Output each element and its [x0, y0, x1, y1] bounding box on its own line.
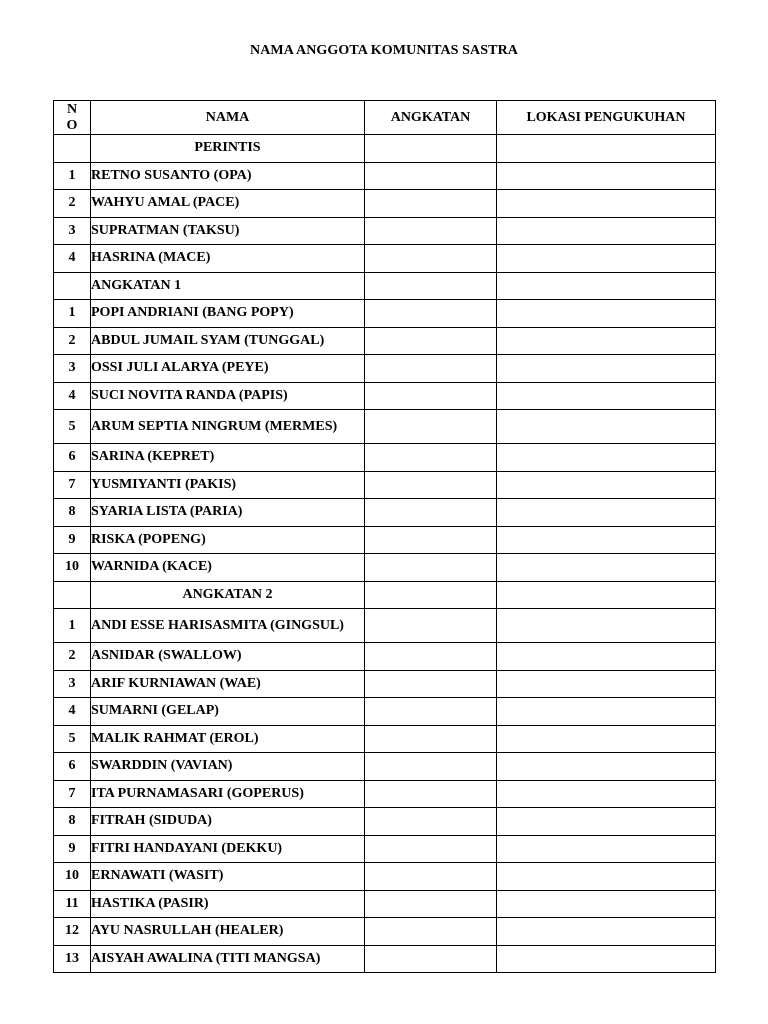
- angkatan-cell: [365, 609, 497, 643]
- table-row: [54, 725, 716, 753]
- angkatan-cell: [365, 327, 497, 355]
- angkatan-cell: [365, 499, 497, 527]
- lokasi-pengukuhan-cell: [497, 499, 716, 527]
- table-row: [54, 918, 716, 946]
- member-no: 7: [54, 471, 91, 499]
- table-row: [54, 355, 716, 383]
- member-name: FITRAH (SIDUDA): [91, 808, 365, 836]
- member-name: AYU NASRULLAH (HEALER): [91, 918, 365, 946]
- angkatan-cell: [365, 471, 497, 499]
- lokasi-pengukuhan-cell: [497, 780, 716, 808]
- table-row: [54, 327, 716, 355]
- angkatan-cell: [365, 526, 497, 554]
- angkatan-cell: [365, 162, 497, 190]
- section-row: [54, 581, 716, 609]
- angkatan-cell: [365, 780, 497, 808]
- lokasi-pengukuhan-cell: [497, 918, 716, 946]
- section-label: ANGKATAN 2: [91, 581, 365, 609]
- angkatan-cell: [365, 945, 497, 973]
- member-no: 10: [54, 863, 91, 891]
- member-no: 8: [54, 499, 91, 527]
- section-no-cell: [54, 581, 91, 609]
- table-row: [54, 499, 716, 527]
- member-name: SWARDDIN (VAVIAN): [91, 753, 365, 781]
- member-name: MALIK RAHMAT (EROL): [91, 725, 365, 753]
- table-row: [54, 945, 716, 973]
- table-row: [54, 863, 716, 891]
- member-name: POPI ANDRIANI (BANG POPY): [91, 300, 365, 328]
- lokasi-pengukuhan-cell: [497, 698, 716, 726]
- angkatan-cell: [365, 355, 497, 383]
- section-no-cell: [54, 272, 91, 300]
- lokasi-pengukuhan-cell: [497, 300, 716, 328]
- lokasi-pengukuhan-cell: [497, 945, 716, 973]
- lokasi-pengukuhan-cell: [497, 890, 716, 918]
- member-name: RISKA (POPENG): [91, 526, 365, 554]
- member-name: SUCI NOVITA RANDA (PAPIS): [91, 382, 365, 410]
- member-name: YUSMIYANTI (PAKIS): [91, 471, 365, 499]
- member-name: SYARIA LISTA (PARIA): [91, 499, 365, 527]
- angkatan-cell: [365, 135, 497, 163]
- table-row: [54, 245, 716, 273]
- angkatan-cell: [365, 835, 497, 863]
- member-no: 1: [54, 609, 91, 643]
- member-no: 3: [54, 355, 91, 383]
- member-no: 1: [54, 162, 91, 190]
- table-row: [54, 162, 716, 190]
- member-name: ERNAWATI (WASIT): [91, 863, 365, 891]
- member-name: ABDUL JUMAIL SYAM (TUNGGAL): [91, 327, 365, 355]
- member-no: 4: [54, 698, 91, 726]
- table-row: [54, 217, 716, 245]
- lokasi-pengukuhan-cell: [497, 355, 716, 383]
- member-name: ANDI ESSE HARISASMITA (GINGSUL): [91, 609, 365, 643]
- table-row: [54, 835, 716, 863]
- header-angkatan: ANGKATAN: [365, 101, 497, 135]
- member-no: 9: [54, 835, 91, 863]
- member-no: 2: [54, 643, 91, 671]
- member-name: SARINA (KEPRET): [91, 444, 365, 472]
- lokasi-pengukuhan-cell: [497, 643, 716, 671]
- lokasi-pengukuhan-cell: [497, 526, 716, 554]
- lokasi-pengukuhan-cell: [497, 272, 716, 300]
- angkatan-cell: [365, 554, 497, 582]
- angkatan-cell: [365, 670, 497, 698]
- lokasi-pengukuhan-cell: [497, 609, 716, 643]
- table-row: [54, 300, 716, 328]
- member-no: 3: [54, 670, 91, 698]
- lokasi-pengukuhan-cell: [497, 327, 716, 355]
- header-nama: NAMA: [91, 101, 365, 135]
- table-row: [54, 643, 716, 671]
- section-no-cell: [54, 135, 91, 163]
- header-no-line2: O: [66, 117, 78, 133]
- member-name: HASTIKA (PASIR): [91, 890, 365, 918]
- member-name: HASRINA (MACE): [91, 245, 365, 273]
- lokasi-pengukuhan-cell: [497, 835, 716, 863]
- member-name: RETNO SUSANTO (OPA): [91, 162, 365, 190]
- lokasi-pengukuhan-cell: [497, 382, 716, 410]
- section-label: PERINTIS: [91, 135, 365, 163]
- lokasi-pengukuhan-cell: [497, 162, 716, 190]
- lokasi-pengukuhan-cell: [497, 581, 716, 609]
- table-row: [54, 753, 716, 781]
- header-no-line1: N: [66, 101, 78, 117]
- lokasi-pengukuhan-cell: [497, 190, 716, 218]
- section-row: [54, 272, 716, 300]
- angkatan-cell: [365, 808, 497, 836]
- member-name: OSSI JULI ALARYA (PEYE): [91, 355, 365, 383]
- angkatan-cell: [365, 890, 497, 918]
- table-header-row: [54, 101, 716, 135]
- member-name: ARIF KURNIAWAN (WAE): [91, 670, 365, 698]
- member-no: 6: [54, 444, 91, 472]
- lokasi-pengukuhan-cell: [497, 670, 716, 698]
- member-no: 7: [54, 780, 91, 808]
- angkatan-cell: [365, 725, 497, 753]
- table-row: [54, 382, 716, 410]
- table-row: [54, 609, 716, 643]
- member-name: WAHYU AMAL (PACE): [91, 190, 365, 218]
- table-row: [54, 670, 716, 698]
- member-no: 2: [54, 327, 91, 355]
- member-no: 4: [54, 245, 91, 273]
- angkatan-cell: [365, 300, 497, 328]
- page-title: NAMA ANGGOTA KOMUNITAS SASTRA: [249, 43, 519, 58]
- angkatan-cell: [365, 753, 497, 781]
- member-no: 12: [54, 918, 91, 946]
- lokasi-pengukuhan-cell: [497, 725, 716, 753]
- angkatan-cell: [365, 245, 497, 273]
- lokasi-pengukuhan-cell: [497, 135, 716, 163]
- table-row: [54, 444, 716, 472]
- angkatan-cell: [365, 190, 497, 218]
- lokasi-pengukuhan-cell: [497, 217, 716, 245]
- member-no: 10: [54, 554, 91, 582]
- member-no: 11: [54, 890, 91, 918]
- table-row: [54, 190, 716, 218]
- angkatan-cell: [365, 217, 497, 245]
- table-row: [54, 471, 716, 499]
- header-no: [54, 101, 91, 135]
- member-name: WARNIDA (KACE): [91, 554, 365, 582]
- member-name: ARUM SEPTIA NINGRUM (MERMES): [91, 410, 365, 444]
- table-row: [54, 554, 716, 582]
- member-no: 1: [54, 300, 91, 328]
- table-row: [54, 808, 716, 836]
- angkatan-cell: [365, 863, 497, 891]
- angkatan-cell: [365, 444, 497, 472]
- section-label: ANGKATAN 1: [91, 272, 365, 300]
- angkatan-cell: [365, 581, 497, 609]
- table-row: [54, 526, 716, 554]
- angkatan-cell: [365, 698, 497, 726]
- member-name: ASNIDAR (SWALLOW): [91, 643, 365, 671]
- lokasi-pengukuhan-cell: [497, 554, 716, 582]
- member-name: FITRI HANDAYANI (DEKKU): [91, 835, 365, 863]
- angkatan-cell: [365, 382, 497, 410]
- lokasi-pengukuhan-cell: [497, 863, 716, 891]
- lokasi-pengukuhan-cell: [497, 471, 716, 499]
- lokasi-pengukuhan-cell: [497, 410, 716, 444]
- member-no: 6: [54, 753, 91, 781]
- angkatan-cell: [365, 272, 497, 300]
- member-no: 2: [54, 190, 91, 218]
- lokasi-pengukuhan-cell: [497, 753, 716, 781]
- member-name: AISYAH AWALINA (TITI MANGSA): [91, 945, 365, 973]
- member-no: 13: [54, 945, 91, 973]
- member-no: 8: [54, 808, 91, 836]
- angkatan-cell: [365, 410, 497, 444]
- table-row: [54, 698, 716, 726]
- member-no: 5: [54, 410, 91, 444]
- table-row: [54, 780, 716, 808]
- member-name: SUPRATMAN (TAKSU): [91, 217, 365, 245]
- lokasi-pengukuhan-cell: [497, 808, 716, 836]
- lokasi-pengukuhan-cell: [497, 444, 716, 472]
- lokasi-pengukuhan-cell: [497, 245, 716, 273]
- section-row: [54, 135, 716, 163]
- member-no: 3: [54, 217, 91, 245]
- members-table: [53, 100, 716, 973]
- member-name: SUMARNI (GELAP): [91, 698, 365, 726]
- angkatan-cell: [365, 918, 497, 946]
- member-no: 4: [54, 382, 91, 410]
- table-row: [54, 890, 716, 918]
- table-row: [54, 410, 716, 444]
- member-no: 9: [54, 526, 91, 554]
- member-name: ITA PURNAMASARI (GOPERUS): [91, 780, 365, 808]
- angkatan-cell: [365, 643, 497, 671]
- header-lokasi-pengukuhan: LOKASI PENGUKUHAN: [497, 101, 716, 135]
- member-no: 5: [54, 725, 91, 753]
